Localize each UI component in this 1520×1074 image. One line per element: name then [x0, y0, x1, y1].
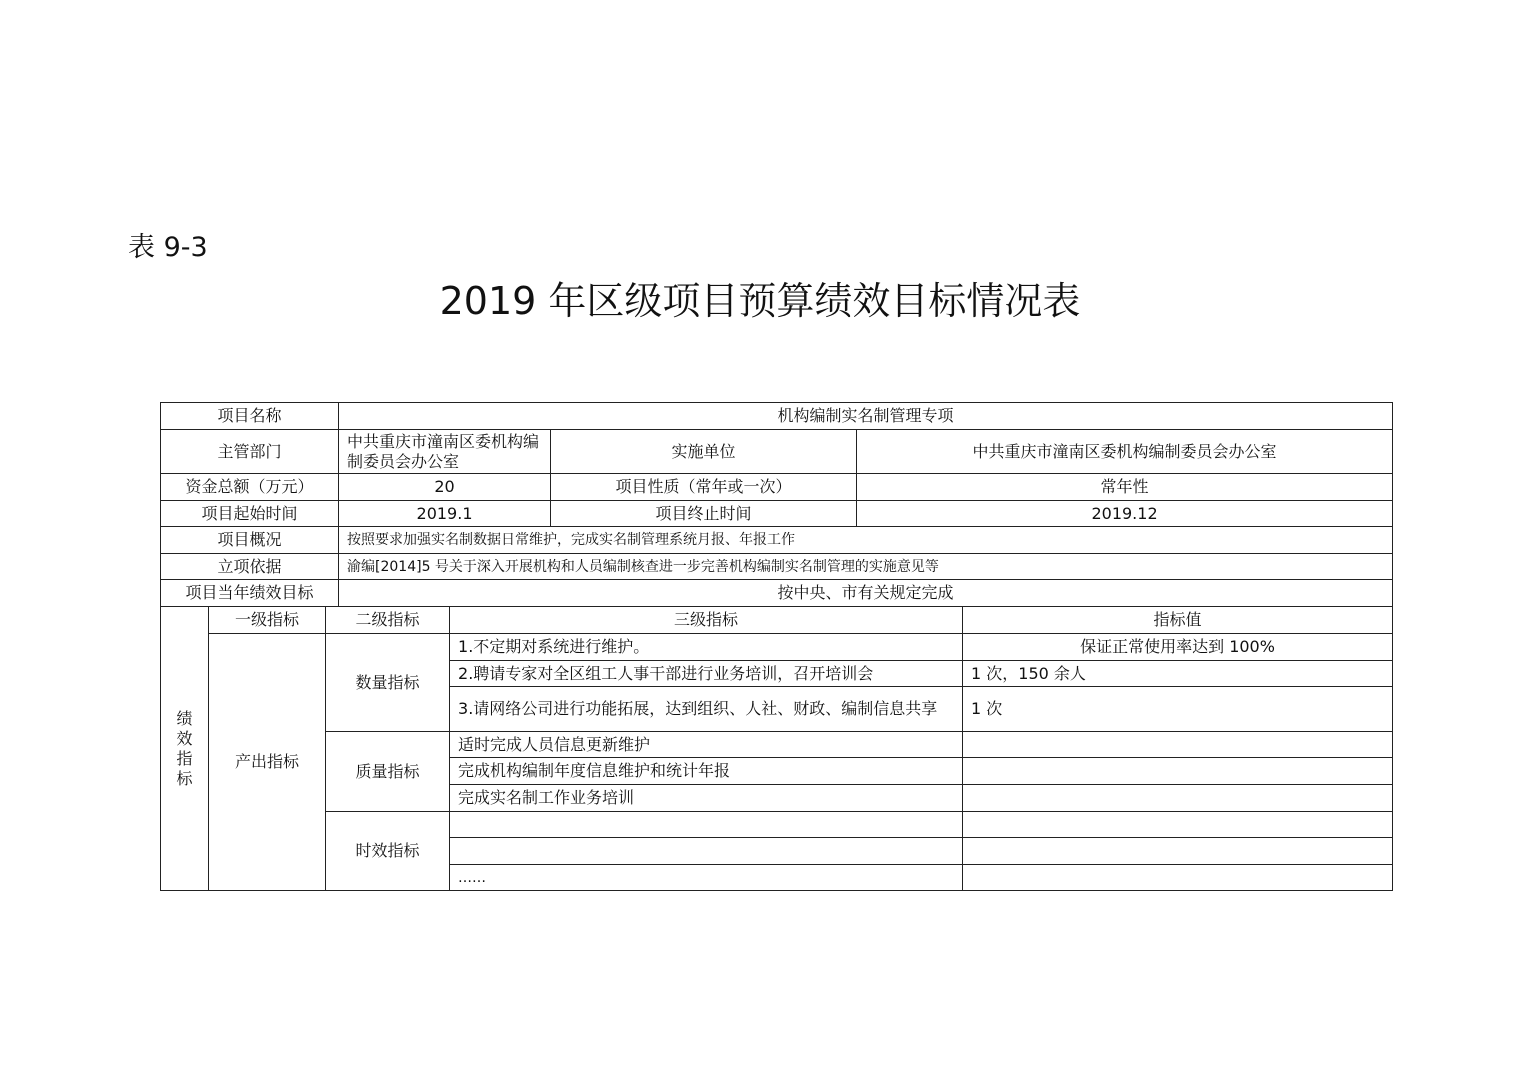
overview-label: 项目概况 — [161, 527, 339, 554]
timeliness-item-2 — [450, 838, 963, 865]
goal-value: 按中央、市有关规定完成 — [339, 580, 1393, 607]
start-value: 2019.1 — [339, 501, 551, 527]
project-name-label: 项目名称 — [161, 403, 339, 430]
quantity-value-1: 保证正常使用率达到 100% — [963, 634, 1393, 661]
timeliness-value-1 — [963, 812, 1393, 838]
quality-item-2: 完成机构编制年度信息维护和统计年报 — [450, 758, 963, 785]
performance-indicators-label: 绩 效 指 标 — [161, 607, 209, 891]
goal-label: 项目当年绩效目标 — [161, 580, 339, 607]
nature-label: 项目性质（常年或一次） — [551, 474, 857, 501]
quality-value-2 — [963, 758, 1393, 785]
quality-value-1 — [963, 732, 1393, 758]
timeliness-value-2 — [963, 838, 1393, 865]
quantity-item-1: 1.不定期对系统进行维护。 — [450, 634, 963, 661]
quantity-item-3: 3.请网络公司进行功能拓展，达到组织、人社、财政、编制信息共享 — [450, 687, 963, 732]
basis-label: 立项依据 — [161, 554, 339, 580]
timeliness-item-3: …… — [450, 865, 963, 891]
level1-output: 产出指标 — [209, 634, 326, 891]
project-name-value: 机构编制实名制管理专项 — [339, 403, 1393, 430]
quality-indicator-label: 质量指标 — [326, 732, 450, 812]
quantity-value-2: 1 次，150 余人 — [963, 661, 1393, 687]
timeliness-value-3 — [963, 865, 1393, 891]
quality-item-3: 完成实名制工作业务培训 — [450, 785, 963, 812]
impl-label: 实施单位 — [551, 430, 857, 474]
level3-header: 三级指标 — [450, 607, 963, 634]
funds-value: 20 — [339, 474, 551, 501]
nature-value: 常年性 — [857, 474, 1393, 501]
quantity-item-2: 2.聘请专家对全区组工人事干部进行业务培训，召开培训会 — [450, 661, 963, 687]
end-label: 项目终止时间 — [551, 501, 857, 527]
performance-target-table — [160, 402, 1393, 891]
dept-value: 中共重庆市潼南区委机构编制委员会办公室 — [339, 430, 551, 474]
page-title: 2019 年区级项目预算绩效目标情况表 — [439, 279, 1081, 323]
quality-value-3 — [963, 785, 1393, 812]
quantity-indicator-label: 数量指标 — [326, 634, 450, 732]
impl-value: 中共重庆市潼南区委机构编制委员会办公室 — [857, 430, 1393, 474]
value-header: 指标值 — [963, 607, 1393, 634]
funds-label: 资金总额（万元） — [161, 474, 339, 501]
overview-value: 按照要求加强实名制数据日常维护，完成实名制管理系统月报、年报工作 — [339, 527, 1393, 554]
level2-header: 二级指标 — [326, 607, 450, 634]
start-label: 项目起始时间 — [161, 501, 339, 527]
dept-label: 主管部门 — [161, 430, 339, 474]
table-number: 表 9-3 — [128, 232, 208, 263]
end-value: 2019.12 — [857, 501, 1393, 527]
quantity-value-3: 1 次 — [963, 687, 1393, 732]
level1-header: 一级指标 — [209, 607, 326, 634]
timeliness-indicator-label: 时效指标 — [326, 812, 450, 891]
timeliness-item-1 — [450, 812, 963, 838]
quality-item-1: 适时完成人员信息更新维护 — [450, 732, 963, 758]
basis-value: 渝编[2014]5 号关于深入开展机构和人员编制核查进一步完善机构编制实名制管理的实施意见等 — [339, 554, 1393, 580]
